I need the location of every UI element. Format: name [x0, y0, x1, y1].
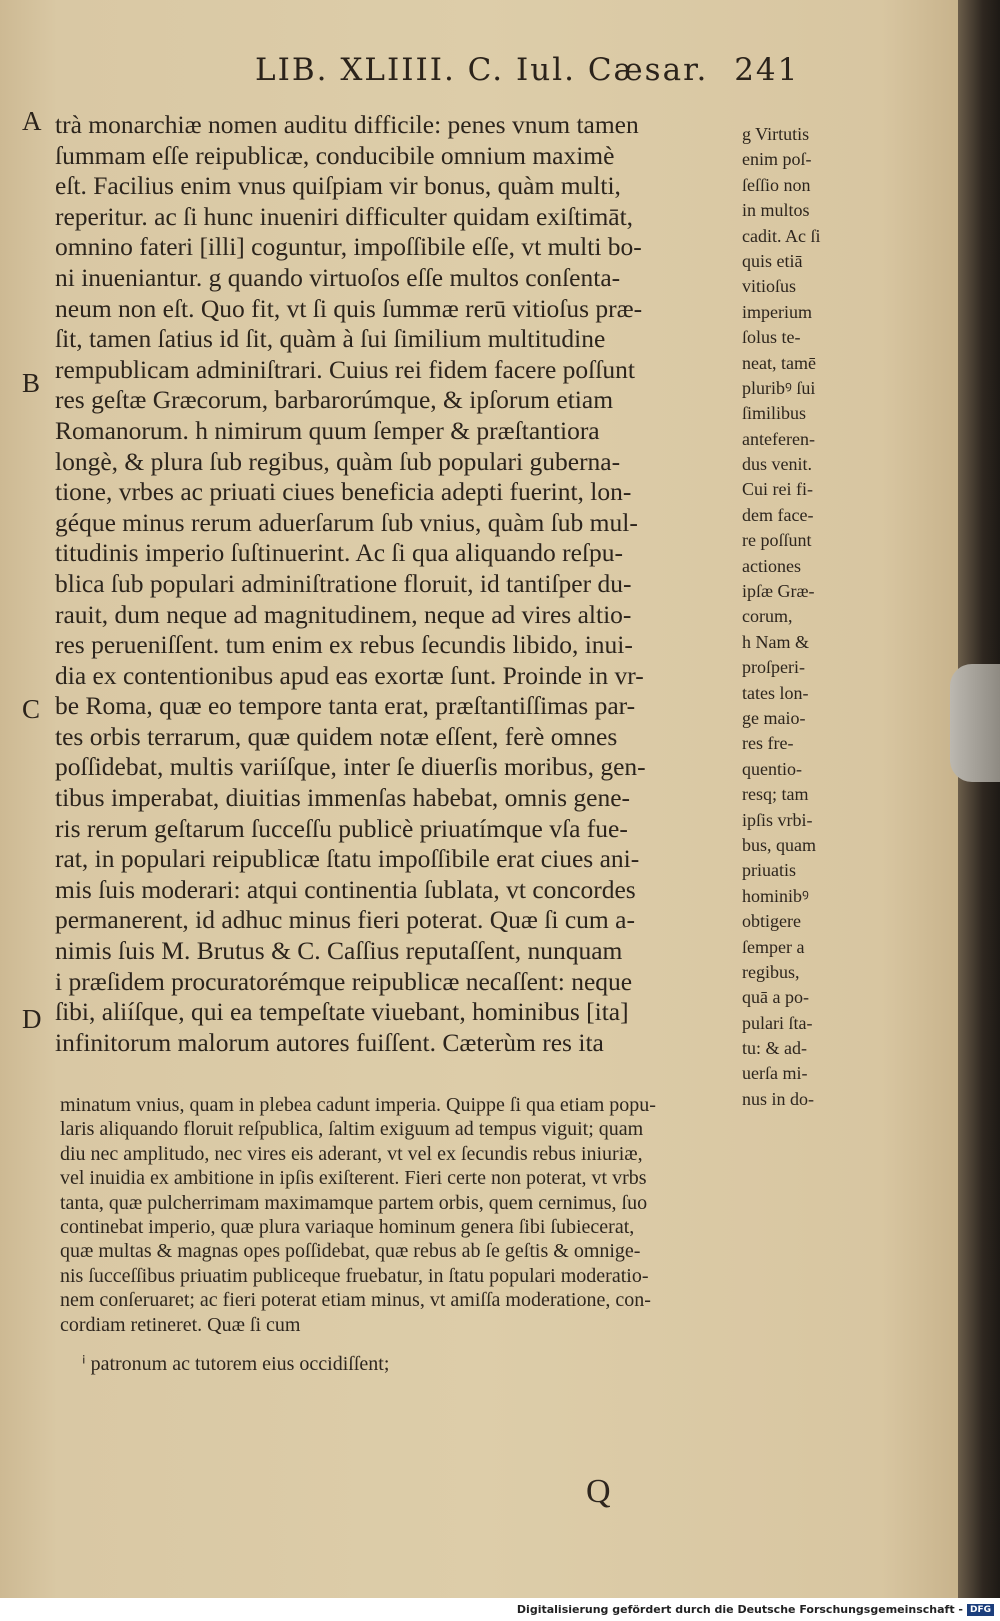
- margin-note-line: vitioſus: [742, 276, 797, 297]
- text-line: ſibi, aliíſque, qui ea tempeſtate viuebant, hominibus [ita]: [55, 997, 629, 1027]
- text-line: eſt. Facilius enim vnus quiſpiam vir bonus, quàm multi,: [55, 171, 621, 201]
- margin-note-line: ge maio-: [742, 707, 806, 728]
- margin-note-line: ſeſſio non: [742, 174, 811, 195]
- greek-translation-column: [55, 110, 735, 1058]
- margin-note-line: imperium: [742, 301, 812, 322]
- text-line: reperitur. ac ſi hunc inueniri difficulter quidam exiſtimāt,: [55, 201, 634, 231]
- text-line: nimis ſuis M. Brutus & C. Caſſius reputaſſent, nunquam: [55, 936, 623, 966]
- margin-note-line: nus in do-: [742, 1088, 814, 1109]
- translation-line: vel inuidia ex ambitione in ipſis exiſterent. Fieri certe non poterat, vt vrbs: [60, 1167, 647, 1190]
- margin-notes: [742, 122, 862, 1112]
- translation-line: nis ſucceſſibus priuatim publiceque fruebatur, in ſtatu populari moderatio-: [60, 1264, 649, 1287]
- margin-note-line: hominibꝰ: [742, 885, 809, 906]
- translation-line: minatum vnius, quam in plebea cadunt imperia. Quippe ſi qua etiam popu-: [60, 1094, 656, 1116]
- page-number: 241: [734, 52, 800, 88]
- text-line: res perueniſſent. tum enim ex rebus ſecundis libido, inui-: [55, 630, 633, 660]
- margin-note-line: g Virtutis: [742, 124, 810, 144]
- margin-note-line: ipſæ Græ-: [742, 581, 815, 602]
- text-line: blica ſub populari adminiſtratione floruit, id tantiſper du-: [55, 568, 632, 598]
- margin-note-line: uerſa mi-: [742, 1063, 808, 1084]
- margin-note-line: dem face-: [742, 504, 814, 525]
- page-clip: [950, 664, 1000, 782]
- margin-note-line: cadit. Ac ſi: [742, 225, 821, 246]
- section-mark-c: C: [22, 694, 41, 724]
- text-line: longè, & plura ſub regibus, quàm ſub populari guberna-: [55, 446, 621, 476]
- text-line: ris rerum geſtarum ſucceſſu publicè priuatímque vſa fue-: [55, 813, 628, 843]
- running-head: [255, 52, 800, 88]
- translation-line: nem conſeruaret; ac fieri poterat etiam minus, vt amiſſa moderatione, con-: [60, 1289, 651, 1312]
- margin-note-line: pulari ſta-: [742, 1012, 813, 1033]
- section-mark-b: B: [22, 368, 41, 398]
- footer-credit: Digitalisierung gefördert durch die Deutsche Forschungsgemeinschaft -: [516, 1603, 963, 1616]
- translation-line: tanta, quæ pulcherrimam maximamque partem orbis, quem cernimus, ſuo: [60, 1191, 648, 1214]
- margin-note-line: regibus,: [742, 961, 800, 982]
- translation-line: cordiam retineret. Quæ ſi cum: [60, 1313, 301, 1336]
- section-mark-a: A: [22, 106, 42, 136]
- margin-note-line: ſemper a: [742, 936, 805, 957]
- margin-note-line: corum,: [742, 606, 793, 627]
- margin-note-line: ſimilibus: [742, 403, 807, 424]
- margin-note-line: tates lon-: [742, 682, 809, 703]
- margin-note-line: proſperi-: [742, 657, 805, 678]
- translation-line: diu nec amplitudo, nec vires eis aderant, vt vel ex ſecundis rebus iniuriæ,: [60, 1142, 643, 1165]
- margin-note-line: enim poſ-: [742, 149, 812, 170]
- text-line: mis ſuis moderari: atqui continentia ſublata, vt concordes: [55, 874, 636, 904]
- margin-note-line: anteferen-: [742, 428, 815, 449]
- text-line: ni inueniantur. g quando virtuoſos eſſe multos conſenta-: [55, 262, 621, 292]
- margin-note-line: priuatis: [742, 860, 796, 881]
- margin-note-line: res fre-: [742, 733, 794, 754]
- translation-line: laris aliquando floruit reſpublica, ſaltim exiguum ad tempus viguit; quam: [60, 1118, 644, 1141]
- text-line: dia ex contentionibus apud eas exortæ ſunt. Proinde in vr-: [55, 660, 644, 690]
- margin-note-line: re poſſunt: [742, 530, 812, 551]
- footnote: ⁱ patronum ac tutorem eius occidiſſent;: [82, 1353, 390, 1375]
- margin-note-line: neat, tamē: [742, 352, 816, 373]
- margin-note-line: quentio-: [742, 758, 802, 779]
- text-line: Romanorum. h nimirum quum ſemper & præſtantiora: [55, 415, 600, 445]
- translation-line: quæ multas & magnas opes poſſidebat, quæ rebus ab ſe geſtis & omnige-: [60, 1240, 641, 1263]
- margin-note-line: quā a po-: [742, 987, 809, 1008]
- margin-note-line: actiones: [742, 555, 801, 576]
- text-line: rauit, dum neque ad magnitudinem, neque ad vires altio-: [55, 599, 632, 629]
- text-line: tes orbis terrarum, quæ quidem notæ eſſent, ferè omnes: [55, 721, 618, 751]
- catchword: Q: [586, 1473, 611, 1510]
- margin-note-line: Cui rei fi-: [742, 479, 813, 500]
- margin-note-line: dus venit.: [742, 454, 812, 475]
- margin-note-line: resq; tam: [742, 784, 809, 805]
- margin-note-line: bus, quam: [742, 834, 816, 855]
- text-line: titudinis imperio ſuſtinuerint. Ac ſi qua aliquando reſpu-: [55, 538, 623, 568]
- book-edge: [958, 0, 1000, 1598]
- text-line: géque minus rerum aduerſarum ſub vnius, quàm ſub mul-: [55, 507, 638, 537]
- text-line: tione, vrbes ac priuati ciues beneficia adepti fuerint, lon-: [55, 477, 632, 507]
- text-line: res geſtæ Græcorum, barbarorúmque, & ipſorum etiam: [55, 385, 614, 415]
- text-line: tibus imperabat, diuitias immenſas habebat, omnis gene-: [55, 783, 631, 813]
- translation-line: continebat imperio, quæ plura variaque hominum genera ſibi ſubiecerat,: [60, 1215, 635, 1238]
- text-line: poſſidebat, multis variíſque, inter ſe diuerſis moribus, gen-: [55, 752, 646, 782]
- section-mark-d: D: [22, 1004, 42, 1034]
- text-line: rat, in populari reipublicæ ſtatu impoſſibile erat ciues ani-: [55, 844, 640, 874]
- text-line: ſummam eſſe reipublicæ, conducibile omnium maximè: [55, 140, 615, 170]
- dfg-logo-icon: DFG: [967, 1604, 994, 1616]
- text-line: infinitorum malorum autores fuiſſent. Cæterùm res ita: [55, 1027, 604, 1057]
- margin-note-line: h Nam &: [742, 631, 809, 652]
- margin-note-line: in multos: [742, 200, 810, 221]
- margin-note-line: quis etiā: [742, 250, 803, 271]
- margin-note-line: obtigere: [742, 911, 801, 932]
- text-line: permanerent, id adhuc minus fieri poterat. Quæ ſi cum a-: [55, 905, 635, 935]
- margin-note-line: tu: & ad-: [742, 1038, 807, 1059]
- digitization-footer: [0, 1598, 1000, 1621]
- text-line: omnino fateri [illi] coguntur, impoſſibile eſſe, vt multi bo-: [55, 232, 642, 262]
- latin-translation-block: [60, 1093, 860, 1337]
- text-line: neum non eſt. Quo fit, vt ſi quis ſummæ rerū vitioſus præ-: [55, 293, 643, 323]
- text-line: rempublicam adminiſtrari. Cuius rei fidem facere poſſunt: [55, 354, 635, 384]
- margin-note-line: ſolus te-: [742, 327, 801, 348]
- text-line: trà monarchiæ nomen auditu difficile: penes vnum tamen: [55, 110, 639, 139]
- margin-note-line: pluribꝰ ſui: [742, 377, 816, 398]
- text-line: be Roma, quæ eo tempore tanta erat, præſtantiſſimas par-: [55, 691, 636, 721]
- running-head-title: LIB. XLIIII. C. Iul. Cæsar.: [255, 52, 709, 88]
- margin-note-line: ipſis vrbi-: [742, 809, 813, 830]
- text-line: i præſidem procuratorémque reipublicæ necaſſent: neque: [55, 966, 633, 996]
- text-line: ſit, tamen ſatius id ſit, quàm à ſui ſimilium multitudine: [55, 324, 606, 354]
